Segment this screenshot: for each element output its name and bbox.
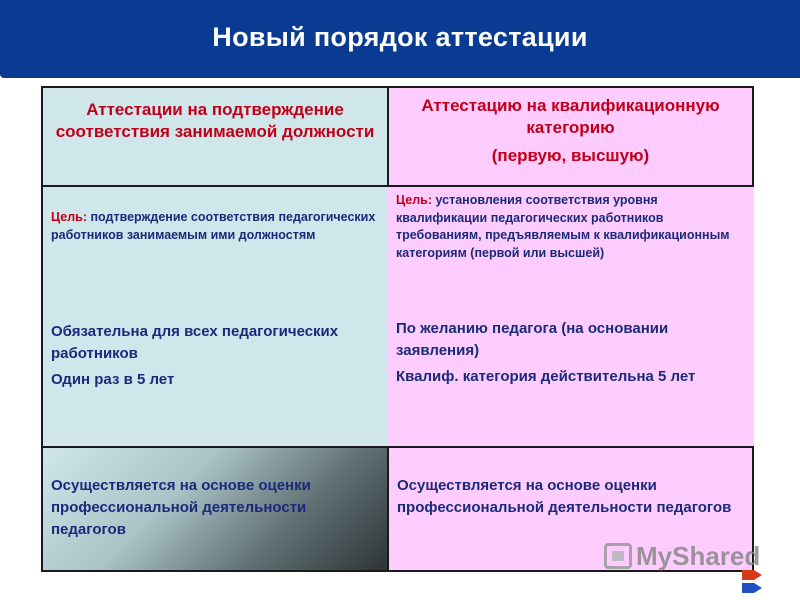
left-basis-text: Осуществляется на основе оценки профессиональной деятельности педагогов: [51, 477, 311, 538]
right-requirement-voluntary: По желанию педагога (на основании заявления): [396, 320, 669, 359]
right-column-heading: Аттестацию на квалификационную категорию: [421, 96, 720, 137]
left-requirement-mandatory: Обязательна для всех педагогических работников: [51, 323, 339, 362]
right-requirement-cell: [388, 288, 754, 446]
left-goal-cell: [41, 187, 388, 288]
left-basis-cell: [41, 446, 388, 572]
right-goal-text: [396, 192, 746, 262]
myshared-logo-icon: [604, 543, 632, 569]
left-requirement-frequency: Один раз в 5 лет: [51, 371, 175, 388]
left-goal-text: [51, 209, 380, 244]
title-banner: [0, 0, 800, 78]
previous-slide-arrow-icon[interactable]: [742, 583, 762, 593]
right-column-heading-cell: [388, 86, 754, 187]
slide-title: Новый порядок аттестации: [212, 22, 588, 52]
right-column-heading-categories: (первую, высшую): [491, 146, 650, 165]
right-goal-cell: [388, 187, 754, 288]
watermark-text: MyShared: [636, 540, 761, 571]
right-basis-text: Осуществляется на основе оценки профессиональной деятельности педагогов: [397, 477, 732, 516]
left-goal-description: подтверждение соответствия педагогических работников занимаемым ими должностям: [51, 210, 376, 242]
left-goal-label: Цель:: [51, 210, 88, 224]
left-column-heading: Аттестации на подтверждение соответствия занимаемой должности: [55, 100, 375, 141]
nav-arrows-icon[interactable]: [740, 568, 764, 596]
next-slide-arrow-icon[interactable]: [742, 570, 762, 580]
left-column-heading-cell: [41, 86, 388, 187]
right-requirement-validity: Квалиф. категория действительна 5 лет: [396, 368, 696, 385]
right-goal-label: Цель:: [396, 193, 433, 207]
right-goal-description: установления соответствия уровня квалификации педагогических работников требованиям, предъявляемым к квалификационным категориям (первой или высшей): [396, 193, 730, 260]
left-requirement-cell: [41, 288, 388, 446]
